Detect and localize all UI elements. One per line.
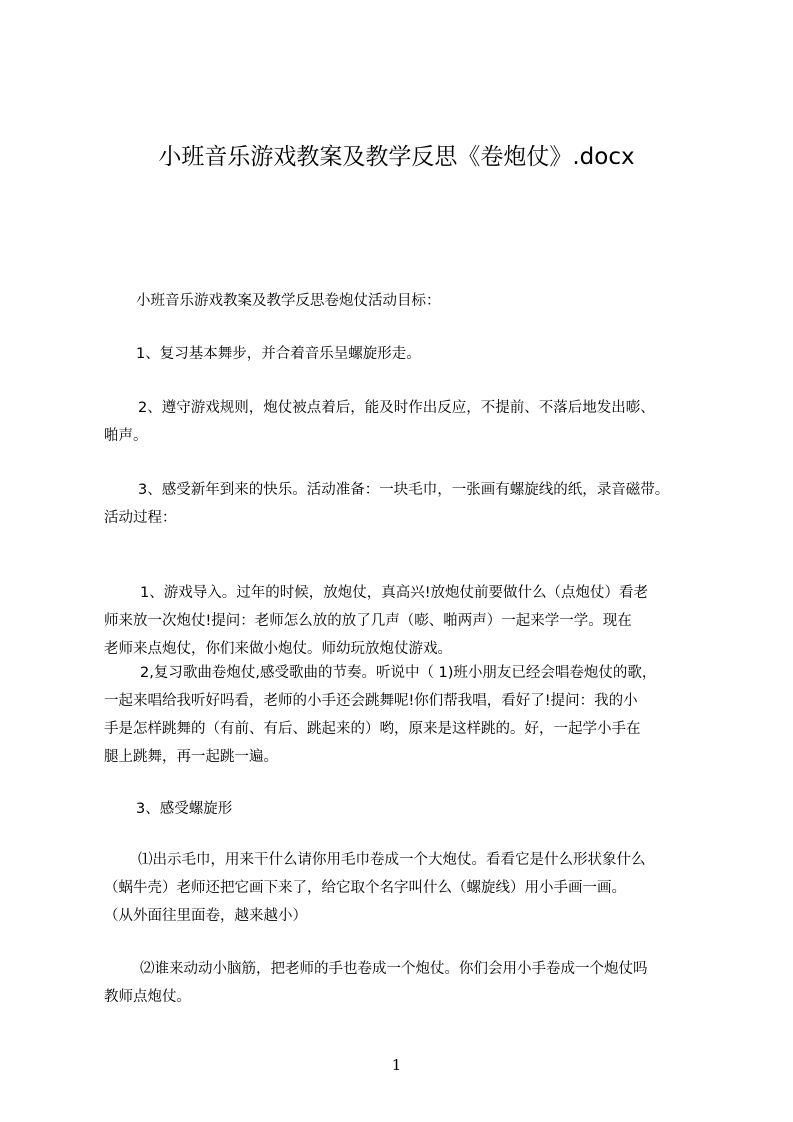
paragraph-objective-3 xyxy=(104,476,724,532)
text-line: （从外面往里面卷，越来越小） xyxy=(104,908,307,924)
text-line: 3、感受螺旋形 xyxy=(136,801,233,817)
text-line: 活动过程： xyxy=(104,510,177,526)
paragraph-objective-heading xyxy=(104,287,724,315)
text-line: 腿上跳舞，再一起跳一遍。 xyxy=(104,749,278,765)
text-line: （蜗牛壳）老师还把它画下来了，给它取个名字叫什么（螺旋线）用小手画一画。 xyxy=(104,880,626,896)
text-line: 小班音乐游戏教案及教学反思卷炮仗活动目标： xyxy=(136,293,441,309)
paragraph-process-3-1 xyxy=(104,846,724,930)
text-line: 手是怎样跳舞的（有前、有后、跳起来的）哟，原来是这样跳的。好，一起学小手在 xyxy=(104,721,641,737)
text-line: 3、感受新年到来的快乐。活动准备：一块毛巾，一张画有螺旋线的纸，录音磁带。 xyxy=(138,482,670,498)
paragraph-process-1 xyxy=(104,579,724,663)
page-number: 1 xyxy=(391,1056,402,1074)
text-line: 2,复习歌曲卷炮仗,感受歌曲的节奏。听说中（ 1)班小朋友已经会唱卷炮仗的歌， xyxy=(140,665,657,681)
paragraph-process-3-2 xyxy=(104,955,724,1011)
text-line: 啪声。 xyxy=(104,428,148,444)
text-line: 1、游戏导入。过年的时候，放炮仗，真高兴!放炮仗前要做什么（点炮仗）看老 xyxy=(140,585,649,601)
text-line: 一起来唱给我听好吗看，老师的小手还会跳舞呢!你们帮我唱，看好了!提问：我的小 xyxy=(104,693,638,709)
text-line: 1、复习基本舞步，并合着音乐呈螺旋形走。 xyxy=(136,346,421,362)
paragraph-process-2 xyxy=(104,659,724,771)
paragraph-objective-1 xyxy=(104,340,724,368)
text-line: 2、遵守游戏规则，炮仗被点着后，能及时作出反应，不提前、不落后地发出嘭、 xyxy=(138,400,655,416)
document-title: 小班音乐游戏教案及教学反思《卷炮仗》.docx xyxy=(158,144,635,170)
text-line: ⑵谁来动动小脑筋，把老师的手也卷成一个炮仗。你们会用小手卷成一个炮仗吗 xyxy=(140,961,648,977)
text-line: ⑴出示毛巾，用来干什么请你用毛巾卷成一个大炮仗。看看它是什么形状象什么 xyxy=(138,852,646,868)
text-line: 教师点炮仗。 xyxy=(104,989,191,1005)
text-line: 师来放一次炮仗!提问：老师怎么放的放了几声（嘭、啪两声）一起来学一学。现在 xyxy=(104,613,632,629)
text-line: 老师来点炮仗，你们来做小炮仗。师幼玩放炮仗游戏。 xyxy=(104,641,452,657)
paragraph-objective-2 xyxy=(104,394,724,450)
paragraph-process-3 xyxy=(104,795,724,823)
